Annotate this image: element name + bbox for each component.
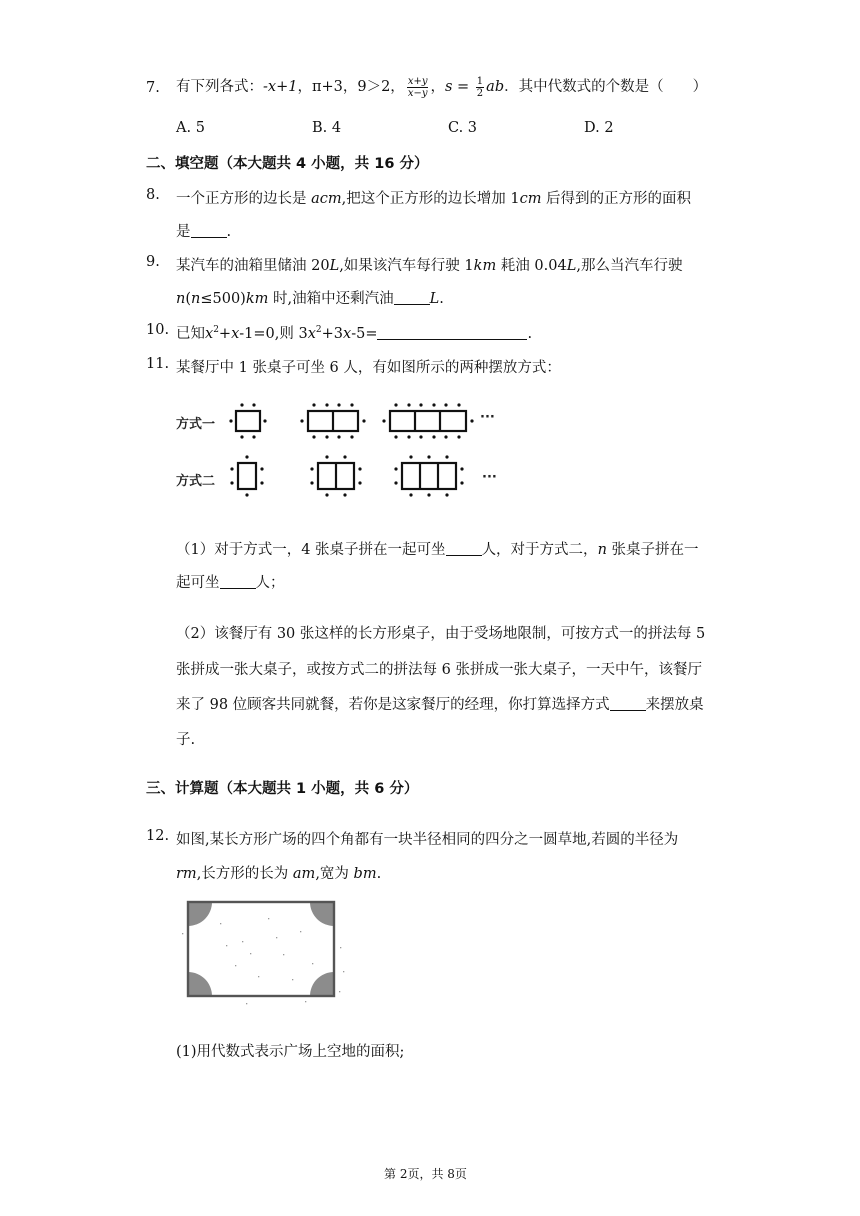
q11-part2-line2: 张拼成一张大桌子，或按方式二的拼法每 6 张拼成一张大桌子，一天中午，该餐厅 xyxy=(176,662,702,678)
q12-number: 12. xyxy=(146,828,170,844)
q8-text-line2: 是 xyxy=(176,224,191,240)
q8-unit-cm: cm xyxy=(519,191,542,207)
q9-unit-l2: L xyxy=(566,258,577,274)
q9-answer-blank[interactable] xyxy=(394,290,430,305)
q11-p2-text-b: 来摆放桌 xyxy=(645,697,704,713)
q11-p1-text-b: 人，对于方式二， xyxy=(481,542,598,558)
q12-text-a: ,长方形的长为 xyxy=(196,866,293,882)
q12-var-am: am xyxy=(292,866,316,882)
q9-unit-l3: L xyxy=(429,291,440,307)
q9-unit-l1: L xyxy=(329,258,340,274)
q9-unit-km2: km xyxy=(245,291,269,307)
q11-p1-text-c: 张桌子拼在一 xyxy=(606,542,699,558)
q11-number: 11. xyxy=(146,356,170,372)
arr2-table-3 xyxy=(394,455,463,496)
q7-stem-post: ．其中代数式的个数是（ ） xyxy=(504,79,708,95)
q11-p1-text-a: （1）对于方式一，4 张桌子拼在一起可坐 xyxy=(176,542,446,558)
lawn-bottom-left xyxy=(188,972,212,996)
q9-unit-km1: km xyxy=(473,258,497,274)
fig-ellipsis-2: ··· xyxy=(482,470,497,485)
q8-line2-end: . xyxy=(226,224,232,240)
q8-number: 8. xyxy=(146,187,160,203)
arr2-table-1 xyxy=(230,455,263,496)
q8-answer-blank[interactable] xyxy=(191,223,227,238)
q7-fraction-denominator: x−y xyxy=(407,87,428,99)
q9-text-remain: 时,油箱中还剩汽油 xyxy=(268,291,394,307)
section-calculation-heading: 三、计算题（本大题共 1 小题，共 6 分） xyxy=(146,781,419,797)
q10-end: . xyxy=(527,326,533,342)
q10-var-x3: x xyxy=(307,326,316,342)
q10-var-x4: x xyxy=(343,326,352,342)
q10-text-mid3: +3 xyxy=(321,326,344,342)
q7-s-lhs: s = xyxy=(444,79,474,95)
plaza-lawns xyxy=(188,902,334,996)
q11-part2-line1: （2）该餐厅有 30 张这样的长方形桌子，由于受场地限制，可按方式一的拼法每 5 xyxy=(176,626,706,642)
q9-line1 xyxy=(176,254,682,275)
q11-p1-blank-2[interactable] xyxy=(220,574,256,589)
q7-number: 7. xyxy=(146,80,160,96)
q10-exp1: 2 xyxy=(213,325,219,336)
q7-sep2: ， xyxy=(430,79,445,95)
q10-text-mid4: -5= xyxy=(351,326,378,342)
plaza-boundary xyxy=(188,902,334,996)
q11-part2-line3 xyxy=(176,693,704,714)
fig-label-arrangement-1: 方式一 xyxy=(176,417,216,432)
q7-option-b: B. 4 xyxy=(312,120,342,136)
q11-part1-line2 xyxy=(176,571,285,592)
q9-var-n2: n xyxy=(191,291,201,307)
q10-var-x2: x xyxy=(231,326,240,342)
q8-var-acm: acm xyxy=(311,191,342,207)
q7-option-d: D. 2 xyxy=(584,120,614,136)
lawn-bottom-right xyxy=(310,972,334,996)
q11-p1-var-n: n xyxy=(597,542,607,558)
q7-sep1: ，π+3，9＞2， xyxy=(297,79,405,95)
q7-stem xyxy=(176,72,707,102)
section-fill-in-heading: 二、填空题（本大题共 4 小题，共 16 分） xyxy=(146,156,429,172)
fig-ellipsis-1: ··· xyxy=(480,410,495,425)
q11-p2-blank[interactable] xyxy=(610,696,646,711)
table-arrangement-figure xyxy=(226,398,476,498)
q11-p2-text-a: 来了 98 位顾客共同就餐，若你是这家餐厅的经理，你打算选择方式 xyxy=(176,697,610,713)
q11-part1-line1 xyxy=(176,538,699,559)
q7-half-denominator: 2 xyxy=(476,87,484,99)
q7-s-rhs: ab xyxy=(486,79,505,95)
q8-text-a: 一个正方形的边长是 xyxy=(176,191,312,207)
q7-option-a: A. 5 xyxy=(176,120,205,136)
q9-text-b: ,如果该汽车每行驶 1 xyxy=(339,258,474,274)
arr2-table-2 xyxy=(310,455,361,496)
q7-stem-pre: 有下列各式： xyxy=(176,79,263,95)
q11-p1-text-e: 人； xyxy=(255,575,285,591)
q11-stem: 某餐厅中 1 张桌子可坐 6 人，有如图所示的两种摆放方式： xyxy=(176,360,561,376)
q9-text-a: 某汽车的油箱里储油 20 xyxy=(176,258,330,274)
q12-subquestion-1: (1)用代数式表示广场上空地的面积; xyxy=(176,1044,405,1060)
q9-paren-open: ( xyxy=(185,291,192,307)
q10-text-mid1: + xyxy=(218,326,232,342)
q7-half-fraction xyxy=(476,76,484,99)
arr1-table-1 xyxy=(229,403,266,438)
q12-var-bm: bm xyxy=(353,866,377,882)
q9-number: 9. xyxy=(146,254,160,270)
q11-p1-blank-1[interactable] xyxy=(446,541,482,556)
q10-line xyxy=(176,322,532,343)
q7-option-c: C. 3 xyxy=(448,120,478,136)
q11-p1-text-d: 起可坐 xyxy=(176,575,220,591)
q8-line1 xyxy=(176,187,691,208)
q12-line2 xyxy=(176,862,381,883)
lawn-top-right xyxy=(310,902,334,926)
q8-line2 xyxy=(176,220,231,241)
q9-text-c: 耗油 0.04 xyxy=(496,258,567,274)
q12-text-c: . xyxy=(376,866,382,882)
q10-number: 10. xyxy=(146,322,170,338)
q8-text-e: 后得到的正方形的面积 xyxy=(541,191,692,207)
fig-label-arrangement-2: 方式二 xyxy=(176,474,216,489)
arr1-table-3 xyxy=(382,403,473,438)
q12-var-rm: rm xyxy=(176,866,197,882)
q9-var-n1: n xyxy=(176,291,186,307)
q9-text-d: ,那么当汽车行驶 xyxy=(576,258,683,274)
q7-half-numerator: 1 xyxy=(476,75,484,87)
q8-text-c: ,把这个正方形的边长增加 1 xyxy=(341,191,520,207)
lawn-top-left xyxy=(188,902,212,926)
q10-answer-blank[interactable] xyxy=(377,325,527,340)
q10-var-x1: x xyxy=(205,326,214,342)
q12-text-b: ,宽为 xyxy=(315,866,354,882)
q7-fraction-numerator: x+y xyxy=(407,75,428,87)
q10-exp2: 2 xyxy=(315,325,322,336)
page-footer: 第 2页，共 8页 xyxy=(384,1167,467,1181)
q12-line1: 如图,某长方形广场的四个角都有一块半径相同的四分之一圆草地,若圆的半径为 xyxy=(176,832,679,848)
q9-text-limit: ≤500) xyxy=(200,291,246,307)
plaza-figure xyxy=(180,893,350,1007)
q7-fraction xyxy=(407,76,429,99)
q7-expr1: -x+1 xyxy=(263,79,298,95)
q9-line2-end: . xyxy=(439,291,444,307)
q10-text-pre: 已知 xyxy=(176,326,205,342)
q10-text-mid2: -1=0,则 3 xyxy=(239,326,308,342)
q11-part2-line4: 子. xyxy=(176,732,196,748)
arr1-table-2 xyxy=(300,403,365,438)
q9-line2 xyxy=(176,287,444,308)
